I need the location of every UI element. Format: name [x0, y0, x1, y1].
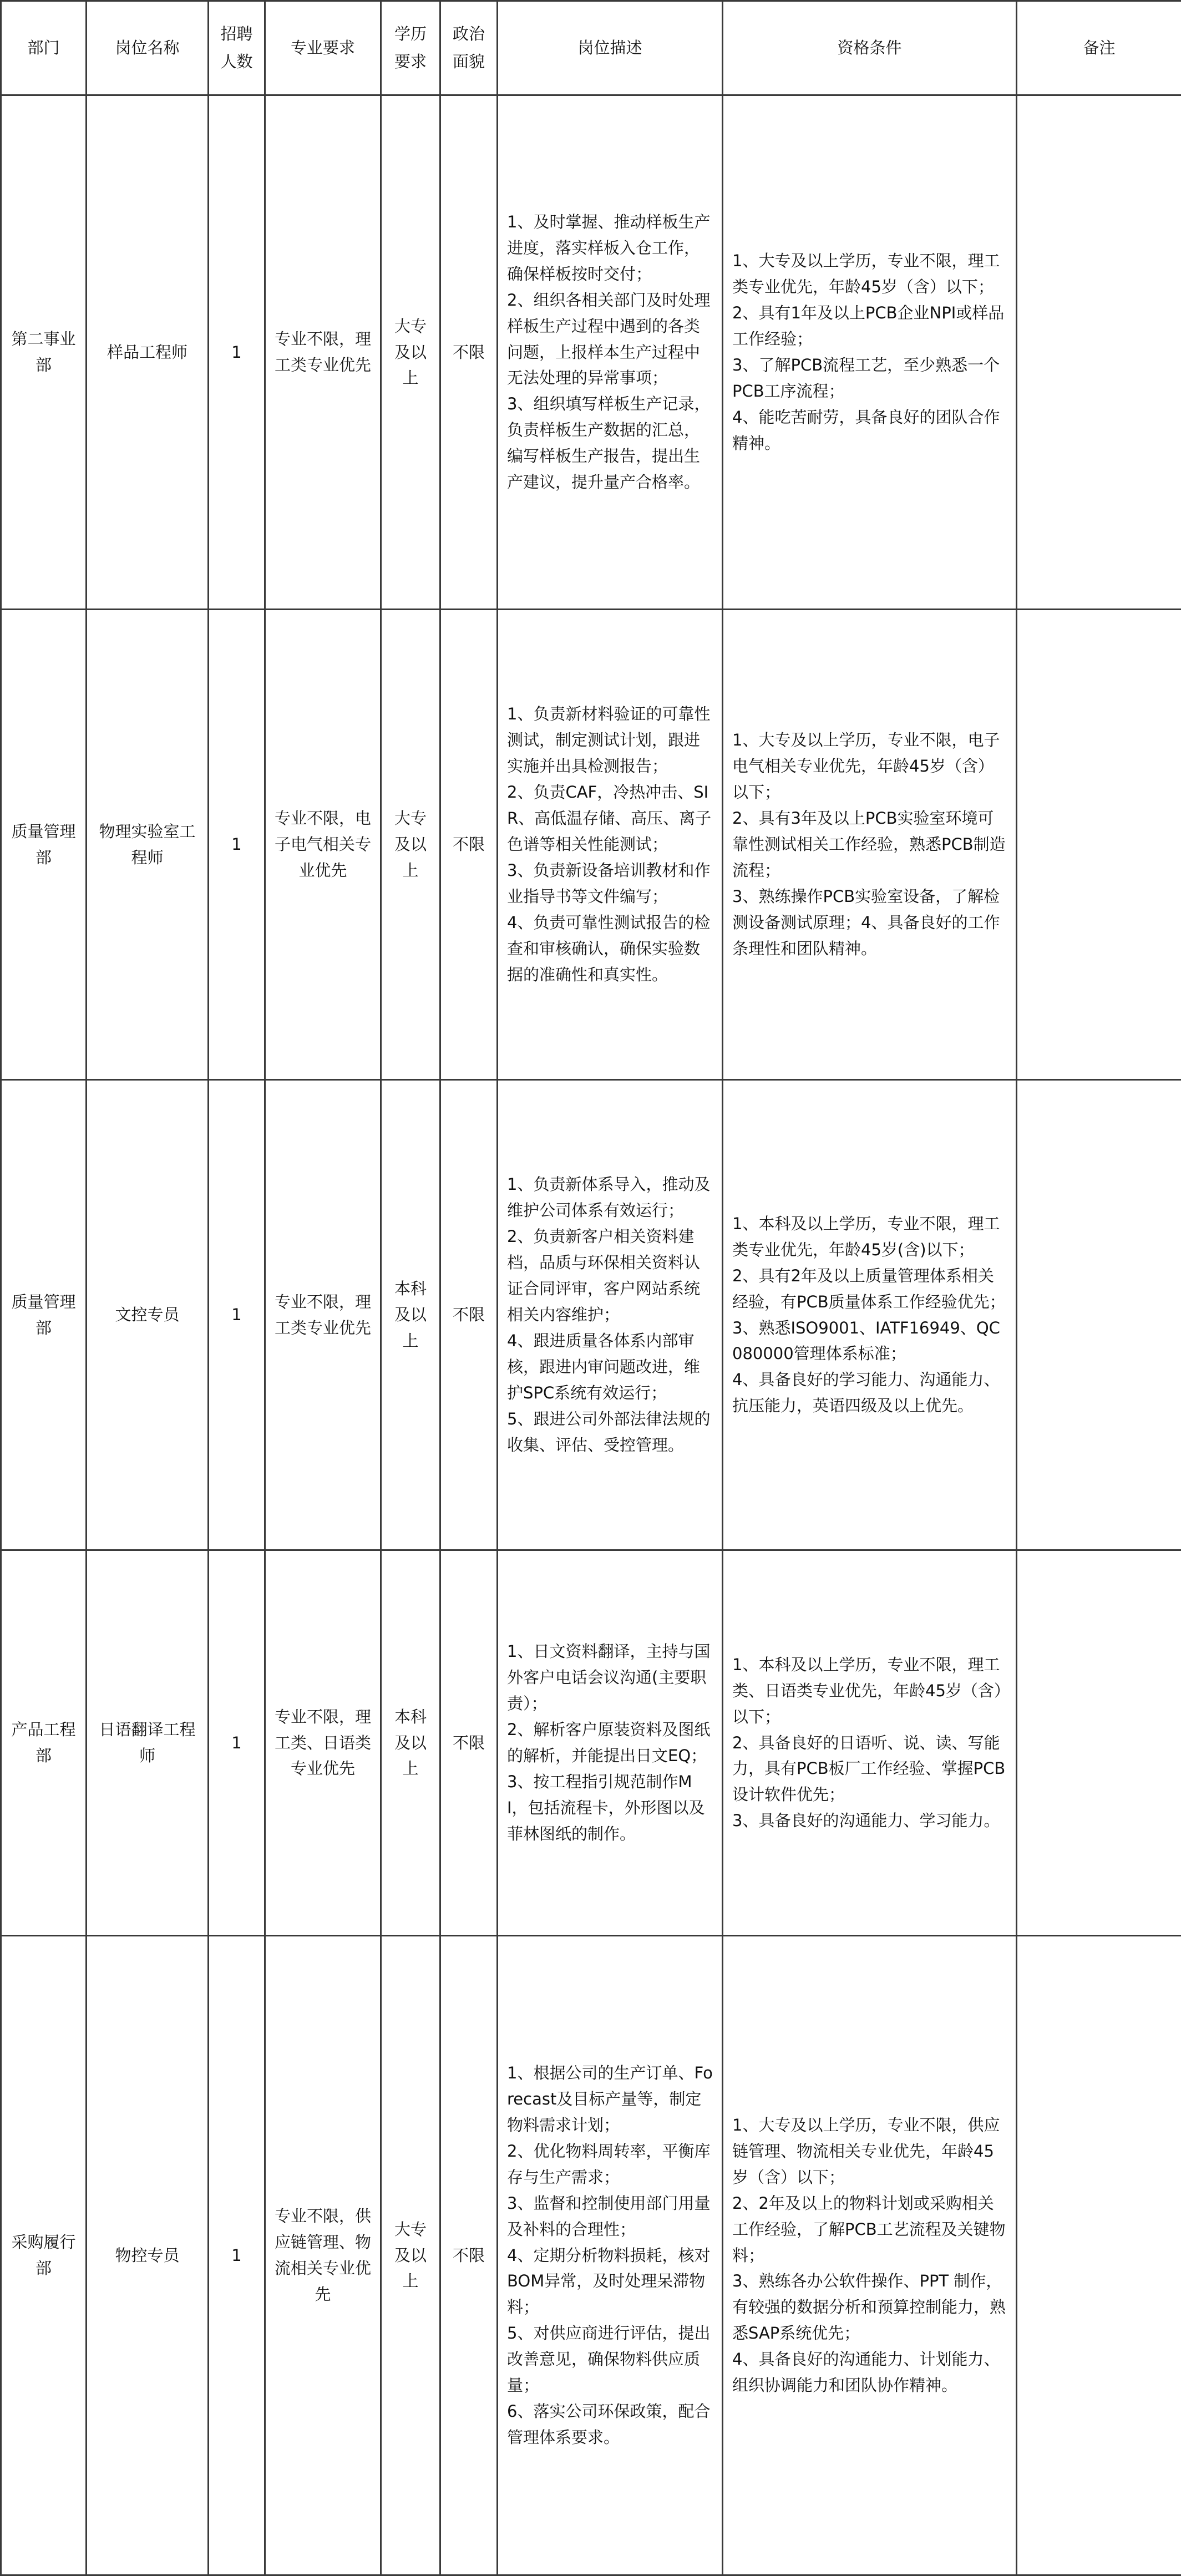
- cell-education: 大专及以上: [381, 1936, 440, 2575]
- table-row: [1, 1080, 1181, 1550]
- header-political: 政治面貌: [440, 1, 498, 95]
- qualification-item: 3、熟悉ISO9001、IATF16949、QC080000管理体系标准；: [732, 1315, 1007, 1367]
- description-item: 6、落实公司环保政策，配合管理体系要求。: [507, 2398, 713, 2451]
- cell-political: 不限: [440, 1936, 498, 2575]
- description-item: 2、负责新客户相关资料建档，品质与环保相关资料认证合同评审，客户网站系统相关内容维护；: [507, 1224, 713, 1328]
- qualification-item: 1、大专及以上学历，专业不限，理工类专业优先，年龄45岁（含）以下；: [732, 248, 1007, 300]
- qualification-item: 3、熟练各办公软件操作、PPT 制作，有较强的数据分析和预算控制能力，熟悉SAP系统优先；: [732, 2268, 1007, 2346]
- cell-position: 文控专员: [87, 1080, 209, 1550]
- cell-political: 不限: [440, 610, 498, 1080]
- cell-remarks: [1017, 610, 1181, 1080]
- description-item: 1、根据公司的生产订单、Forecast及目标产量等，制定物料需求计划；: [507, 2060, 713, 2138]
- cell-qualifications: [723, 95, 1017, 610]
- qualification-item: 1、大专及以上学历，专业不限，电子电气相关专业优先，年龄45岁（含）以下；: [732, 727, 1007, 805]
- qualification-item: 1、本科及以上学历，专业不限，理工类、日语类专业优先，年龄45岁（含）以下；: [732, 1652, 1007, 1730]
- cell-qualifications: [723, 610, 1017, 1080]
- cell-remarks: [1017, 1936, 1181, 2575]
- cell-major: 专业不限，理工类、日语类专业优先: [265, 1550, 381, 1936]
- qualification-item: 3、具备良好的沟通能力、学习能力。: [732, 1808, 1007, 1834]
- qualification-item: 2、具有3年及以上PCB实验室环境可靠性测试相关工作经验，熟悉PCB制造流程；: [732, 805, 1007, 884]
- header-description: 岗位描述: [498, 1, 723, 95]
- cell-dept: 质量管理部: [1, 1080, 87, 1550]
- description-item: 1、负责新体系导入，推动及维护公司体系有效运行；: [507, 1172, 713, 1224]
- cell-major: 专业不限，供应链管理、物流相关专业优先: [265, 1936, 381, 2575]
- cell-major: 专业不限，电子电气相关专业优先: [265, 610, 381, 1080]
- description-item: 3、负责新设备培训教材和作业指导书等文件编写；: [507, 858, 713, 910]
- cell-qualifications: [723, 1080, 1017, 1550]
- description-item: 5、跟进公司外部法律法规的收集、评估、受控管理。: [507, 1406, 713, 1458]
- header-position: 岗位名称: [87, 1, 209, 95]
- cell-description: [498, 1936, 723, 2575]
- qualification-item: 2、2年及以上的物料计划或采购相关工作经验，了解PCB工艺流程及关键物料；: [732, 2190, 1007, 2269]
- cell-political: 不限: [440, 95, 498, 610]
- header-row: [1, 1, 1181, 95]
- cell-remarks: [1017, 1080, 1181, 1550]
- cell-dept: 第二事业部: [1, 95, 87, 610]
- cell-dept: 产品工程部: [1, 1550, 87, 1936]
- cell-remarks: [1017, 95, 1181, 610]
- description-item: 3、组织填写样板生产记录，负责样板生产数据的汇总，编写样板生产报告，提出生产建议，提升量产合格率。: [507, 391, 713, 495]
- cell-major: 专业不限，理工类专业优先: [265, 95, 381, 610]
- header-major: 专业要求: [265, 1, 381, 95]
- cell-description: [498, 610, 723, 1080]
- qualification-item: 3、熟练操作PCB实验室设备，了解检测设备测试原理；4、具备良好的工作条理性和团队精神。: [732, 884, 1007, 962]
- description-item: 3、监督和控制使用部门用量及补料的合理性；: [507, 2190, 713, 2243]
- table-row: [1, 610, 1181, 1080]
- cell-description: [498, 1080, 723, 1550]
- description-item: 5、对供应商进行评估，提出改善意见，确保物料供应质量；: [507, 2320, 713, 2398]
- header-qualifications: 资格条件: [723, 1, 1017, 95]
- cell-count: 1: [209, 95, 265, 610]
- qualification-item: 2、具有2年及以上质量管理体系相关经验，有PCB质量体系工作经验优先；: [732, 1263, 1007, 1315]
- cell-education: 本科及以上: [381, 1080, 440, 1550]
- cell-position: 样品工程师: [87, 95, 209, 610]
- qualification-item: 4、能吃苦耐劳，具备良好的团队合作精神。: [732, 404, 1007, 457]
- description-item: 1、负责新材料验证的可靠性测试，制定测试计划，跟进实施并出具检测报告；: [507, 701, 713, 779]
- cell-qualifications: [723, 1550, 1017, 1936]
- cell-position: 物理实验室工程师: [87, 610, 209, 1080]
- table-row: [1, 1936, 1181, 2575]
- cell-dept: 质量管理部: [1, 610, 87, 1080]
- description-item: 2、解析客户原装资料及图纸的解析，并能提出日文EQ；: [507, 1717, 713, 1769]
- cell-education: 本科及以上: [381, 1550, 440, 1936]
- cell-remarks: [1017, 1550, 1181, 1936]
- description-item: 2、组织各相关部门及时处理样板生产过程中遇到的各类问题，上报样本生产过程中无法处理的异常事项；: [507, 287, 713, 392]
- description-item: 4、负责可靠性测试报告的检查和审核确认，确保实验数据的准确性和真实性。: [507, 910, 713, 988]
- cell-count: 1: [209, 1080, 265, 1550]
- header-dept: 部门: [1, 1, 87, 95]
- header-education: 学历要求: [381, 1, 440, 95]
- description-item: 2、负责CAF，冷热冲击、SIR、高低温存储、高压、离子色谱等相关性能测试；: [507, 779, 713, 858]
- cell-description: [498, 1550, 723, 1936]
- qualification-item: 2、具备良好的日语听、说、读、写能力，具有PCB板厂工作经验、掌握PCB设计软件优先；: [732, 1730, 1007, 1808]
- cell-description: [498, 95, 723, 610]
- description-item: 2、优化物料周转率，平衡库存与生产需求；: [507, 2138, 713, 2190]
- qualification-item: 3、了解PCB流程工艺，至少熟悉一个PCB工序流程；: [732, 352, 1007, 404]
- cell-count: 1: [209, 1550, 265, 1936]
- cell-count: 1: [209, 610, 265, 1080]
- cell-dept: 采购履行部: [1, 1936, 87, 2575]
- table-row: [1, 1550, 1181, 1936]
- cell-education: 大专及以上: [381, 610, 440, 1080]
- description-item: 1、日文资料翻译，主持与国外客户电话会议沟通(主要职责）；: [507, 1639, 713, 1717]
- cell-count: 1: [209, 1936, 265, 2575]
- table-row: [1, 95, 1181, 610]
- cell-political: 不限: [440, 1080, 498, 1550]
- header-remarks: 备注: [1017, 1, 1181, 95]
- description-item: 4、跟进质量各体系内部审核，跟进内审问题改进，维护SPC系统有效运行；: [507, 1328, 713, 1406]
- cell-major: 专业不限，理工类专业优先: [265, 1080, 381, 1550]
- cell-position: 物控专员: [87, 1936, 209, 2575]
- header-count: 招聘人数: [209, 1, 265, 95]
- description-item: 3、按工程指引规范制作MI，包括流程卡，外形图以及菲林图纸的制作。: [507, 1769, 713, 1847]
- qualification-item: 2、具有1年及以上PCB企业NPI或样品工作经验；: [732, 300, 1007, 352]
- cell-position: 日语翻译工程师: [87, 1550, 209, 1936]
- qualification-item: 4、具备良好的学习能力、沟通能力、抗压能力，英语四级及以上优先。: [732, 1367, 1007, 1419]
- cell-political: 不限: [440, 1550, 498, 1936]
- cell-education: 大专及以上: [381, 95, 440, 610]
- description-item: 1、及时掌握、推动样板生产进度，落实样板入仓工作，确保样板按时交付；: [507, 209, 713, 287]
- qualification-item: 1、大专及以上学历，专业不限，供应链管理、物流相关专业优先，年龄45岁（含）以下；: [732, 2112, 1007, 2190]
- qualification-item: 1、本科及以上学历，专业不限，理工类专业优先，年龄45岁(含)以下；: [732, 1211, 1007, 1263]
- cell-qualifications: [723, 1936, 1017, 2575]
- description-item: 4、定期分析物料损耗，核对BOM异常，及时处理呆滞物料；: [507, 2243, 713, 2321]
- qualification-item: 4、具备良好的沟通能力、计划能力、组织协调能力和团队协作精神。: [732, 2346, 1007, 2398]
